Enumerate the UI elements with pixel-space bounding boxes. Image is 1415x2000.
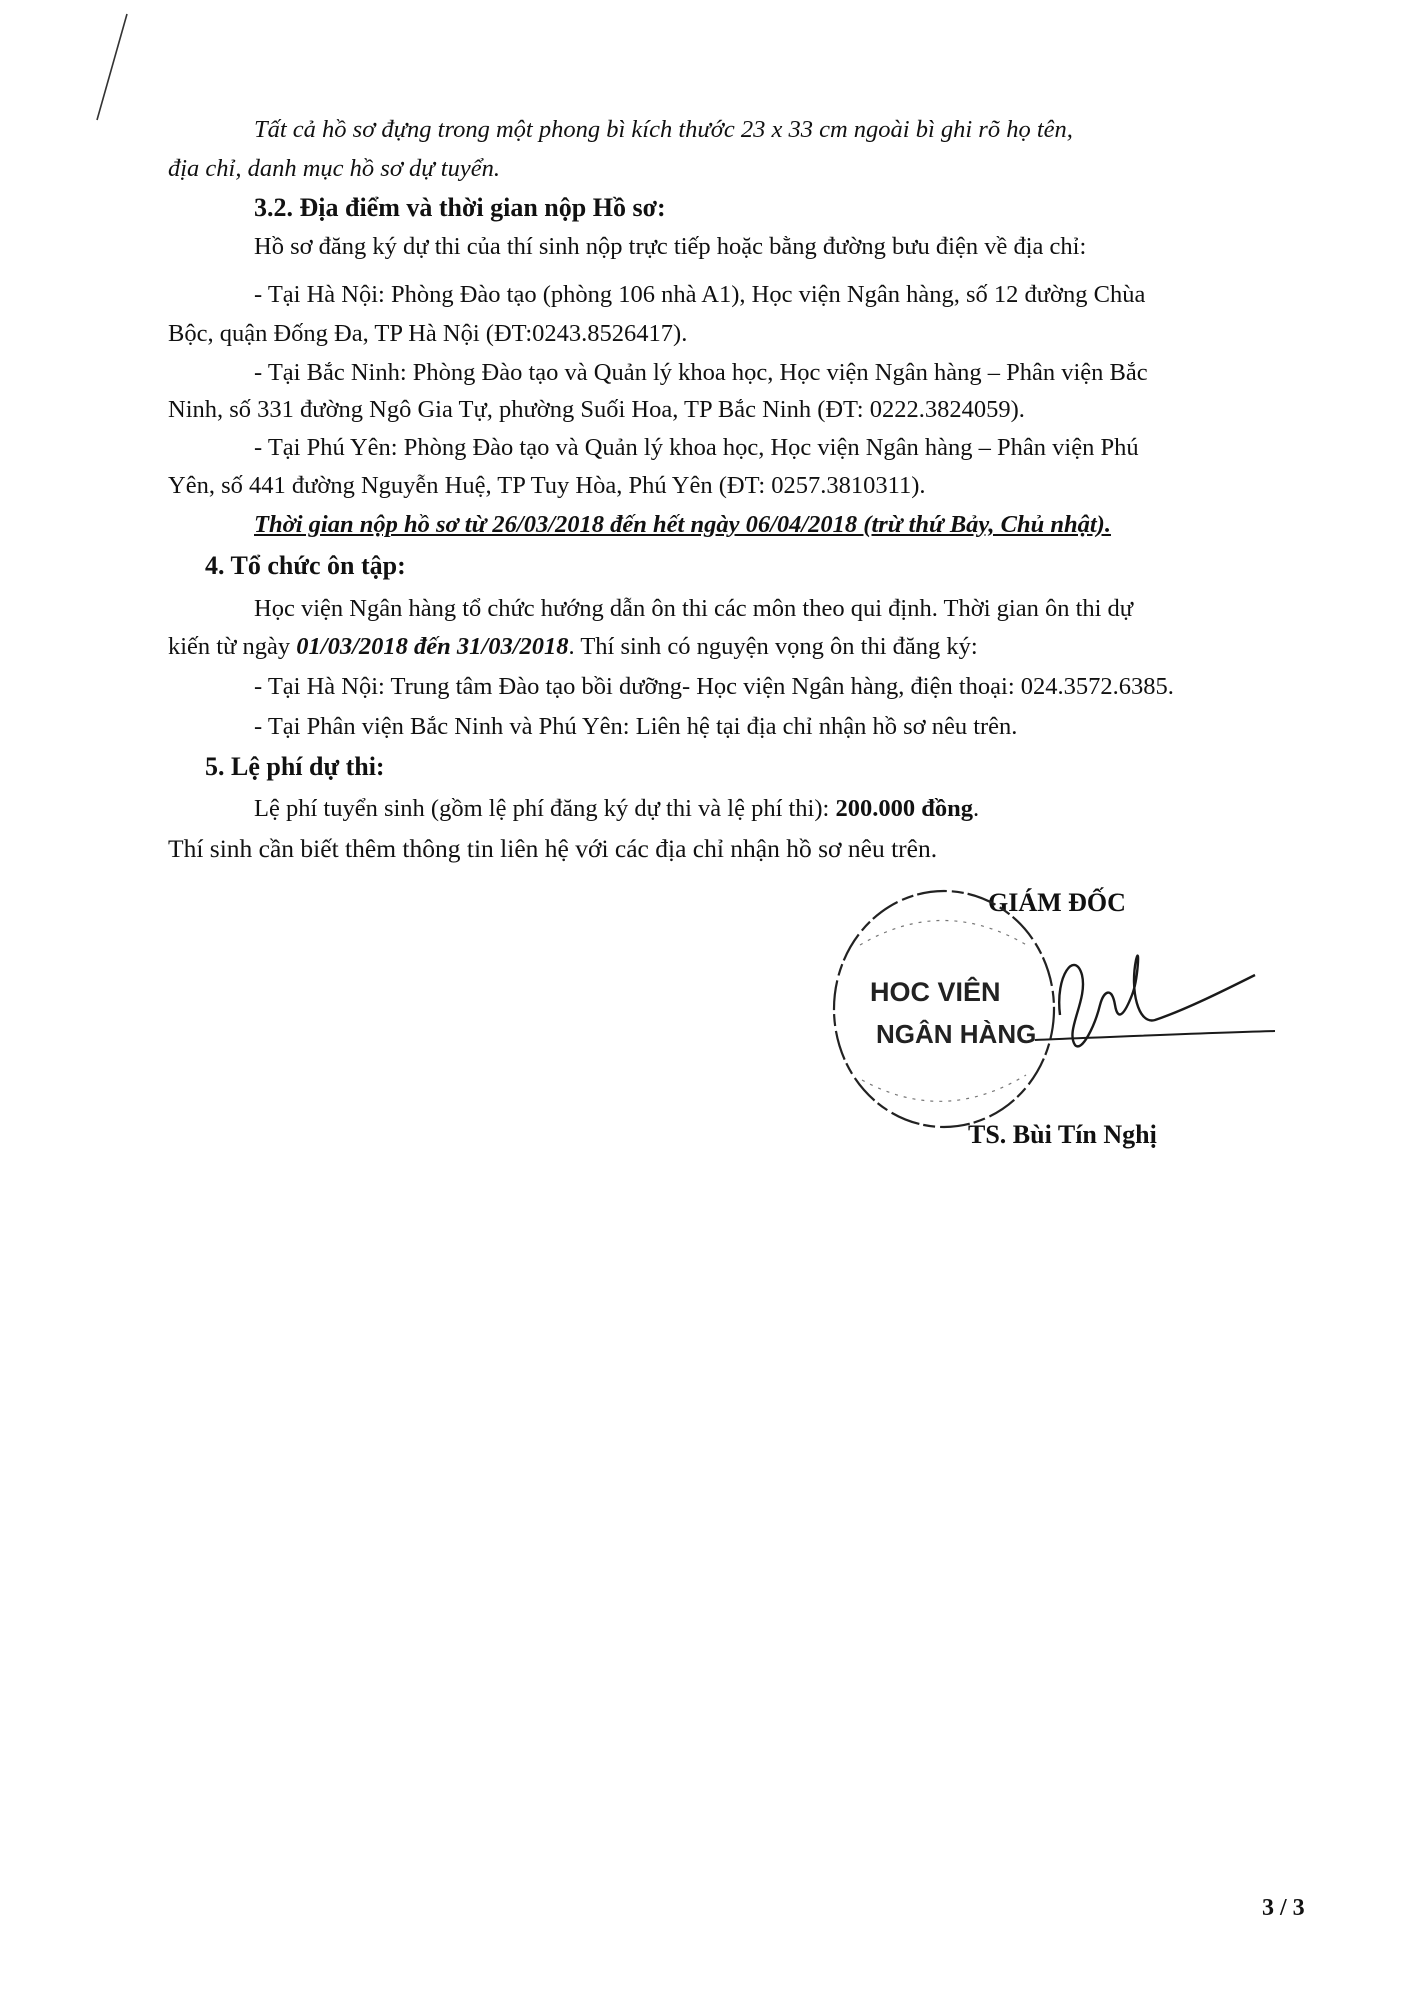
closing-note: Thí sinh cần biết thêm thông tin liên hệ với các địa chỉ nhận hồ sơ nêu trên. (168, 834, 938, 863)
review-dates: 01/03/2018 đến 31/03/2018 (296, 633, 569, 660)
fee-text: Lệ phí tuyển sinh (gồm lệ phí đăng ký dự thi và lệ phí thi): (254, 795, 836, 822)
bacninh-address-line-1: - Tại Bắc Ninh: Phòng Đào tạo và Quản lý khoa học, Học viện Ngân hàng – Phân viện Bắc (254, 359, 1148, 386)
intro-line-2: địa chỉ, danh mục hồ sơ dự tuyển. (168, 155, 500, 182)
fee-line (254, 794, 979, 824)
signatory-name: TS. Bùi Tín Nghị (968, 1120, 1157, 1149)
fee-amount: 200.000 đồng (835, 795, 973, 822)
submission-deadline: Thời gian nộp hồ sơ từ 26/03/2018 đến hết ngày 06/04/2018 (trừ thứ Bảy, Chủ nhật). (254, 511, 1111, 538)
section-5-heading: 5. Lệ phí dự thi: (205, 752, 385, 781)
page-number: 3 / 3 (1262, 1895, 1305, 1921)
review-branches: - Tại Phân viện Bắc Ninh và Phú Yên: Liên hệ tại địa chỉ nhận hồ sơ nêu trên. (254, 713, 1018, 740)
bacninh-address-line-2: Ninh, số 331 đường Ngô Gia Tự, phường Suối Hoa, TP Bắc Ninh (ĐT: 0222.3824059). (168, 396, 1025, 423)
signature-title: GIÁM ĐỐC (988, 888, 1126, 917)
section-4-heading: 4. Tổ chức ôn tập: (205, 551, 406, 580)
intro-line-1: Tất cả hồ sơ đựng trong một phong bì kích thước 23 x 33 cm ngoài bì ghi rõ họ tên, (254, 116, 1073, 143)
section-4-line-2-end: . Thí sinh có nguyện vọng ôn thi đăng ký: (568, 633, 978, 660)
section-4-line-1: Học viện Ngân hàng tổ chức hướng dẫn ôn thi các môn theo qui định. Thời gian ôn thi dự (254, 595, 1134, 622)
section-3-2-heading: 3.2. Địa điểm và thời gian nộp Hồ sơ: (254, 193, 666, 222)
hanoi-address-line-1: - Tại Hà Nội: Phòng Đào tạo (phòng 106 nhà A1), Học viện Ngân hàng, số 12 đường Chùa (254, 281, 1146, 308)
hanoi-address-line-2: Bộc, quận Đống Đa, TP Hà Nội (ĐT:0243.8526417). (168, 320, 688, 347)
section-4-line-2 (168, 632, 978, 662)
phuyen-address-line-1: - Tại Phú Yên: Phòng Đào tạo và Quản lý khoa học, Học viện Ngân hàng – Phân viện Phú (254, 434, 1139, 461)
handwritten-signature (1020, 935, 1290, 1075)
seal-text-line-2: NGÂN HÀNG (876, 1019, 1037, 1049)
phuyen-address-line-2: Yên, số 441 đường Nguyễn Huệ, TP Tuy Hòa, Phú Yên (ĐT: 0257.3810311). (168, 472, 926, 499)
pen-mark (75, 10, 135, 130)
section-4-line-2-start: kiến từ ngày (168, 633, 297, 660)
seal-text-line-1: HOC VIÊN (870, 977, 1001, 1007)
fee-end: . (972, 795, 980, 822)
section-3-2-lead: Hồ sơ đăng ký dự thi của thí sinh nộp trực tiếp hoặc bằng đường bưu điện về địa chỉ: (254, 233, 1087, 260)
review-hanoi: - Tại Hà Nội: Trung tâm Đào tạo bồi dưỡng- Học viện Ngân hàng, điện thoại: 024.3572.6385. (254, 673, 1174, 700)
